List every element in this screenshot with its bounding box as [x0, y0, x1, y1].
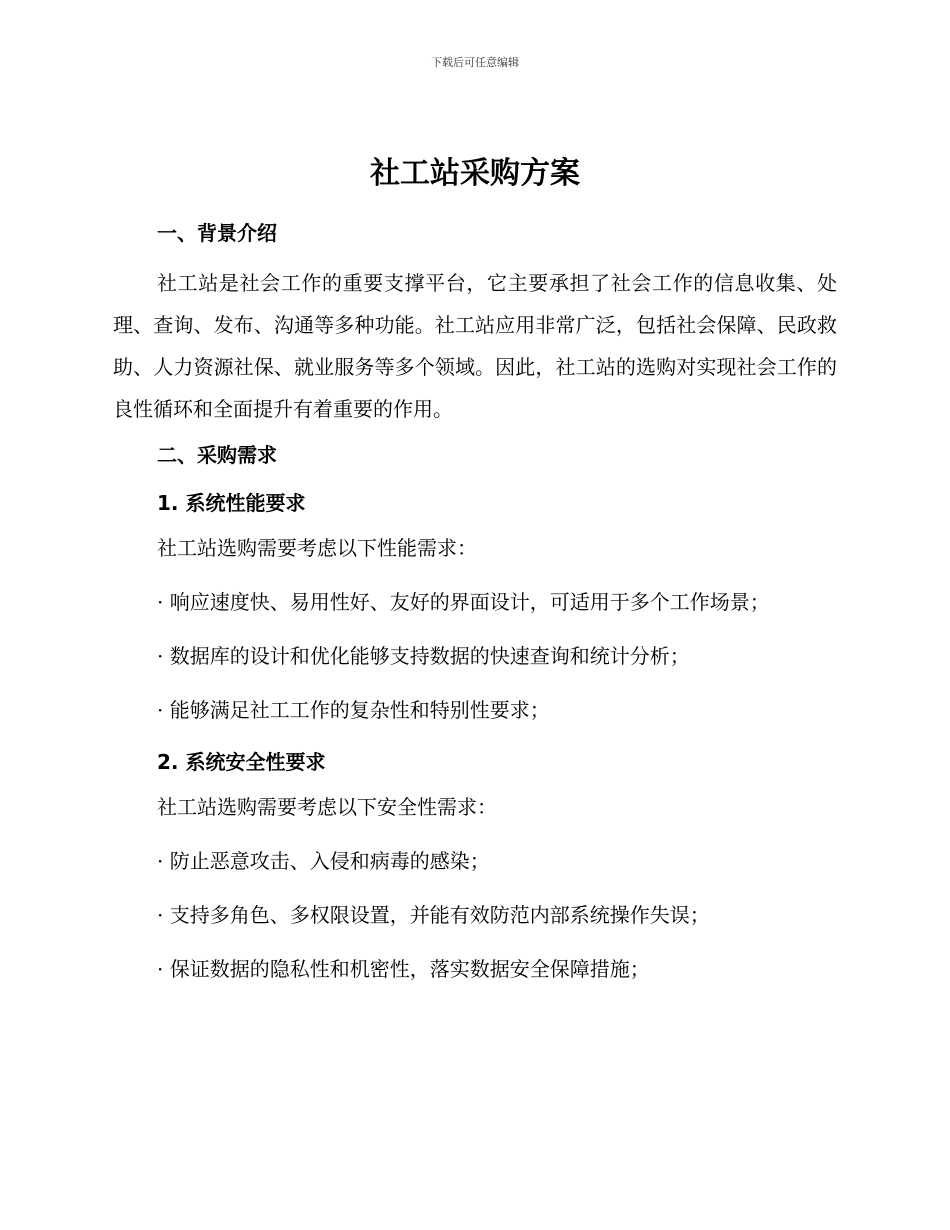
list-item: · 支持多角色、多权限设置，并能有效防范内部系统操作失误；: [157, 903, 710, 927]
list-item: · 保证数据的隐私性和机密性，落实数据安全保障措施；: [157, 957, 650, 981]
list-item: · 数据库的设计和优化能够支持数据的快速查询和统计分析；: [157, 644, 690, 668]
section-heading-requirements: 二、采购需求: [157, 443, 277, 467]
subheading-security: 2. 系统安全性要求: [157, 750, 326, 774]
background-paragraph: 社工站是社会工作的重要支撑平台，它主要承担了社会工作的信息收集、处理、查询、发布、沟通等多种功能。社工站应用非常广泛，包括社会保障、民政救助、人力资源社保、就业服务等多个领域。因此，社工站的选购对实现社会工作的良性循环和全面提升有着重要的作用。: [113, 271, 837, 421]
security-intro: 社工站选购需要考虑以下安全性需求：: [157, 795, 497, 819]
performance-intro: 社工站选购需要考虑以下性能需求：: [157, 536, 477, 560]
subheading-performance: 1. 系统性能要求: [157, 491, 306, 515]
list-item: · 响应速度快、易用性好、友好的界面设计，可适用于多个工作场景；: [157, 590, 770, 614]
section-heading-background: 一、背景介绍: [157, 221, 277, 245]
page-header-note: 下载后可任意编辑: [431, 56, 519, 69]
list-item: · 防止恶意攻击、入侵和病毒的感染；: [157, 849, 490, 873]
list-item: · 能够满足社工工作的复杂性和特别性要求；: [157, 698, 550, 722]
document-title: 社工站采购方案: [370, 156, 580, 191]
document-body: [113, 150, 837, 1008]
